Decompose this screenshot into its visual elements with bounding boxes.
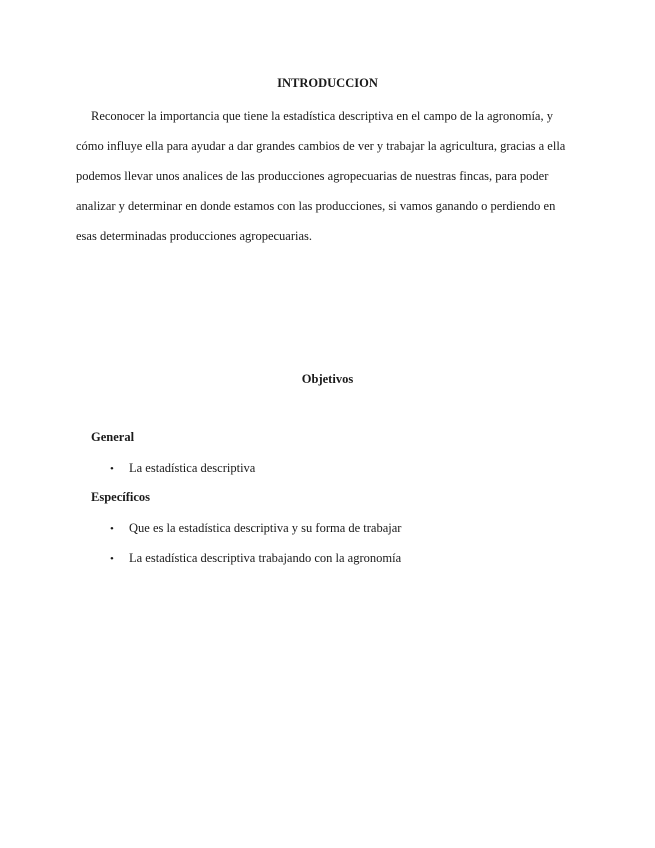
specific-objective-item: [110, 521, 401, 536]
specific-objective-text: Que es la estadística descriptiva y su forma de trabajar: [129, 521, 402, 535]
general-objective-item: [110, 461, 255, 476]
general-objective-label: General: [91, 430, 135, 444]
specific-objective-item: [110, 551, 401, 566]
introduction-line: esas determinadas producciones agropecuarias.: [76, 229, 313, 243]
general-objective-text: La estadística descriptiva: [129, 461, 256, 475]
introduction-title: INTRODUCCION: [277, 76, 378, 90]
introduction-line: cómo influye ella para ayudar a dar grandes cambios de ver y trabajar la agricultura, gracias a ella: [76, 139, 566, 153]
introduction-line: Reconocer la importancia que tiene la estadística descriptiva en el campo de la agronomía, y: [91, 109, 553, 123]
introduction-paragraph: [76, 101, 586, 251]
objectives-title: Objetivos: [301, 372, 354, 386]
specific-objectives-label: Específicos: [91, 490, 151, 504]
introduction-line: podemos llevar unos analices de las producciones agropecuarias de nuestras fincas, para poder: [76, 169, 549, 183]
introduction-line: analizar y determinar en donde estamos con las producciones, si vamos ganando o perdiendo en: [76, 199, 556, 213]
specific-objective-text: La estadística descriptiva trabajando con la agronomía: [129, 551, 402, 565]
bullet-icon: •: [110, 553, 114, 565]
bullet-icon: •: [110, 463, 114, 475]
bullet-icon: •: [110, 523, 114, 535]
